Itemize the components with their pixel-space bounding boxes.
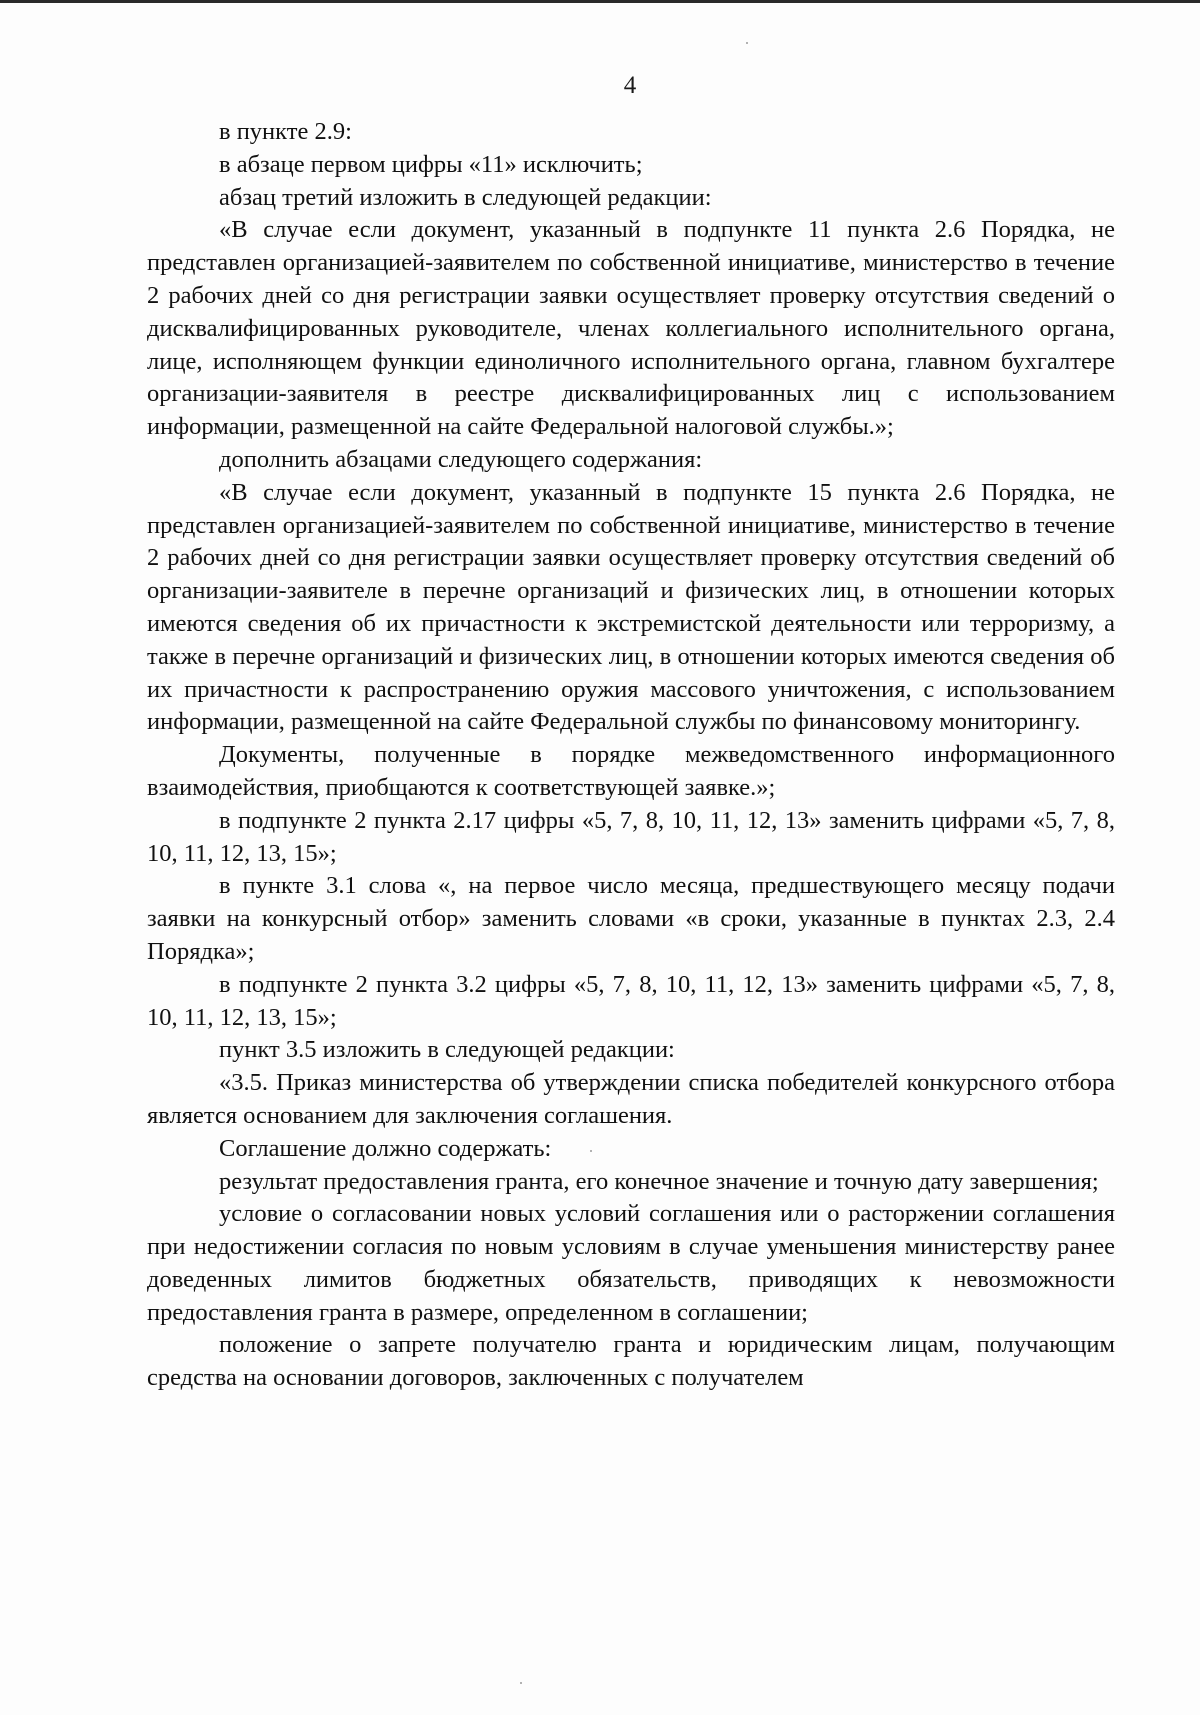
paragraph: в подпункте 2 пункта 2.17 цифры «5, 7, 8, 10, 11, 12, 13» заменить цифрами «5, 7, 8, 10, 11, 12, 13, 15»; <box>147 806 1115 867</box>
scan-speck <box>520 1682 522 1684</box>
document-body <box>147 116 1115 1395</box>
paragraph: в подпункте 2 пункта 3.2 цифры «5, 7, 8, 10, 11, 12, 13» заменить цифрами «5, 7, 8, 10, 11, 12, 13, 15»; <box>147 970 1115 1031</box>
paragraph: в пункте 3.1 слова «, на первое число месяца, предшествующего месяцу подачи заявки на конкурсный отбор» заменить словами «в сроки, указанные в пунктах 2.3, 2.4 Порядка»; <box>147 872 1115 965</box>
paragraph: Документы, полученные в порядке межведомственного информационного взаимодействия, приобщаются к соответствующей заявке.»; <box>147 741 1115 801</box>
paragraph: дополнить абзацами следующего содержания: <box>219 445 703 473</box>
paragraph: в абзаце первом цифры «11» исключить; <box>219 150 643 178</box>
paragraph: в пункте 2.9: <box>219 118 352 145</box>
paragraph: «В случае если документ, указанный в подпункте 15 пункта 2.6 Порядка, не представлен организацией-заявителем по собственной инициативе, министерство в течение 2 рабочих дней со дня регистрации заявки осуществляет проверку отсутствия сведений об организации-заявителе в перечне организаций и физических лиц, в отношении которых имеются сведения об их причастности к экстремистской деятельности или терроризму, а также в перечне организаций и физических лиц, в отношении которых имеются сведения об их причастности к распространению оружия массового уничтожения, с использованием информации, размещенной на сайте Федеральной службы по финансовому мониторингу. <box>147 478 1115 736</box>
paragraph: Соглашение должно содержать: <box>219 1134 552 1162</box>
paragraph: «3.5. Приказ министерства об утверждении списка победителей конкурсного отбора является основанием для заключения соглашения. <box>147 1069 1115 1129</box>
page-number: 4 <box>623 72 637 99</box>
scan-speck <box>746 42 748 44</box>
paragraph: «В случае если документ, указанный в подпункте 11 пункта 2.6 Порядка, не представлен организацией-заявителем по собственной инициативе, министерство в течение 2 рабочих дней со дня регистрации заявки осуществляет проверку отсутствия сведений о дисквалифицированных руководителе, членах коллегиального исполнительного органа, лице, исполняющем функции единоличного исполнительного органа, главном бухгалтере организации-заявителя в реестре дисквалифицированных лиц с использованием информации, размещенной на сайте Федеральной налоговой службы.»; <box>147 216 1115 441</box>
paragraph: положение о запрете получателю гранта и юридическим лицам, получающим средства на основании договоров, заключенных с получателем <box>147 1331 1115 1392</box>
paragraph: абзац третий изложить в следующей редакции: <box>219 183 712 211</box>
paragraph: условие о согласовании новых условий соглашения или о расторжении соглашения при недостижении согласия по новым условиям в случае уменьшения министерству ранее доведенных лимитов бюджетных обязательств, приводящих к невозможности предоставления гранта в размере, определенном в соглашении; <box>147 1200 1115 1326</box>
paragraph: пункт 3.5 изложить в следующей редакции: <box>219 1036 675 1064</box>
scan-top-edge <box>0 0 1200 3</box>
paragraph: результат предоставления гранта, его конечное значение и точную дату завершения; <box>219 1167 1099 1195</box>
